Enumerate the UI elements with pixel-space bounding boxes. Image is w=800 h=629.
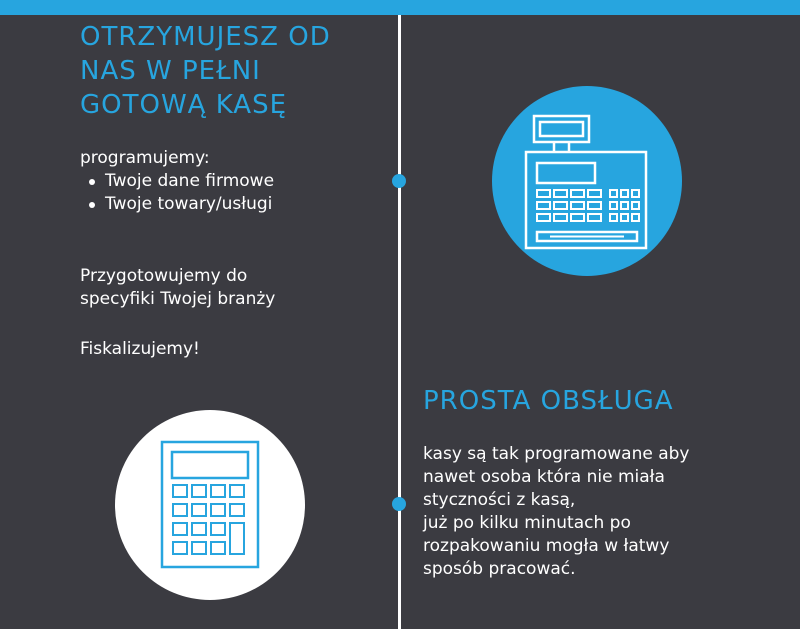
section1-heading-line: NAS W PEŁNI bbox=[80, 56, 261, 86]
desc-line: rozpakowaniu mogła w łatwy bbox=[423, 536, 670, 556]
section1-heading bbox=[80, 20, 380, 122]
section2-description bbox=[423, 443, 753, 581]
top-accent-bar bbox=[0, 0, 800, 15]
section1-bullet-list bbox=[80, 170, 274, 216]
bullet-item: Twoje dane firmowe bbox=[80, 170, 274, 193]
prep-line: specyfiki Twojej branży bbox=[80, 289, 276, 309]
section1-heading-line: GOTOWĄ KASĘ bbox=[80, 90, 288, 120]
desc-line: sposób pracować. bbox=[423, 559, 576, 579]
section2-heading: PROSTA OBSŁUGA bbox=[423, 386, 674, 416]
bullet-item: Twoje towary/usługi bbox=[80, 193, 274, 216]
desc-line: styczności z kasą, bbox=[423, 490, 576, 510]
desc-line: kasy są tak programowane aby bbox=[423, 444, 690, 464]
timeline-dot-1 bbox=[392, 174, 406, 188]
cash-register-icon bbox=[492, 86, 682, 276]
calculator-icon bbox=[115, 410, 305, 600]
section1-intro: programujemy: bbox=[80, 148, 210, 168]
timeline-dot-2 bbox=[392, 497, 406, 511]
desc-line: nawet osoba która nie miała bbox=[423, 467, 665, 487]
section1-prep-text bbox=[80, 265, 380, 311]
desc-line: już po kilku minutach po bbox=[423, 513, 631, 533]
section1-heading-line: OTRZYMUJESZ OD bbox=[80, 22, 331, 52]
prep-line: Przygotowujemy do bbox=[80, 266, 248, 286]
section1-fiscal-text: Fiskalizujemy! bbox=[80, 339, 200, 359]
timeline-line bbox=[398, 15, 401, 629]
